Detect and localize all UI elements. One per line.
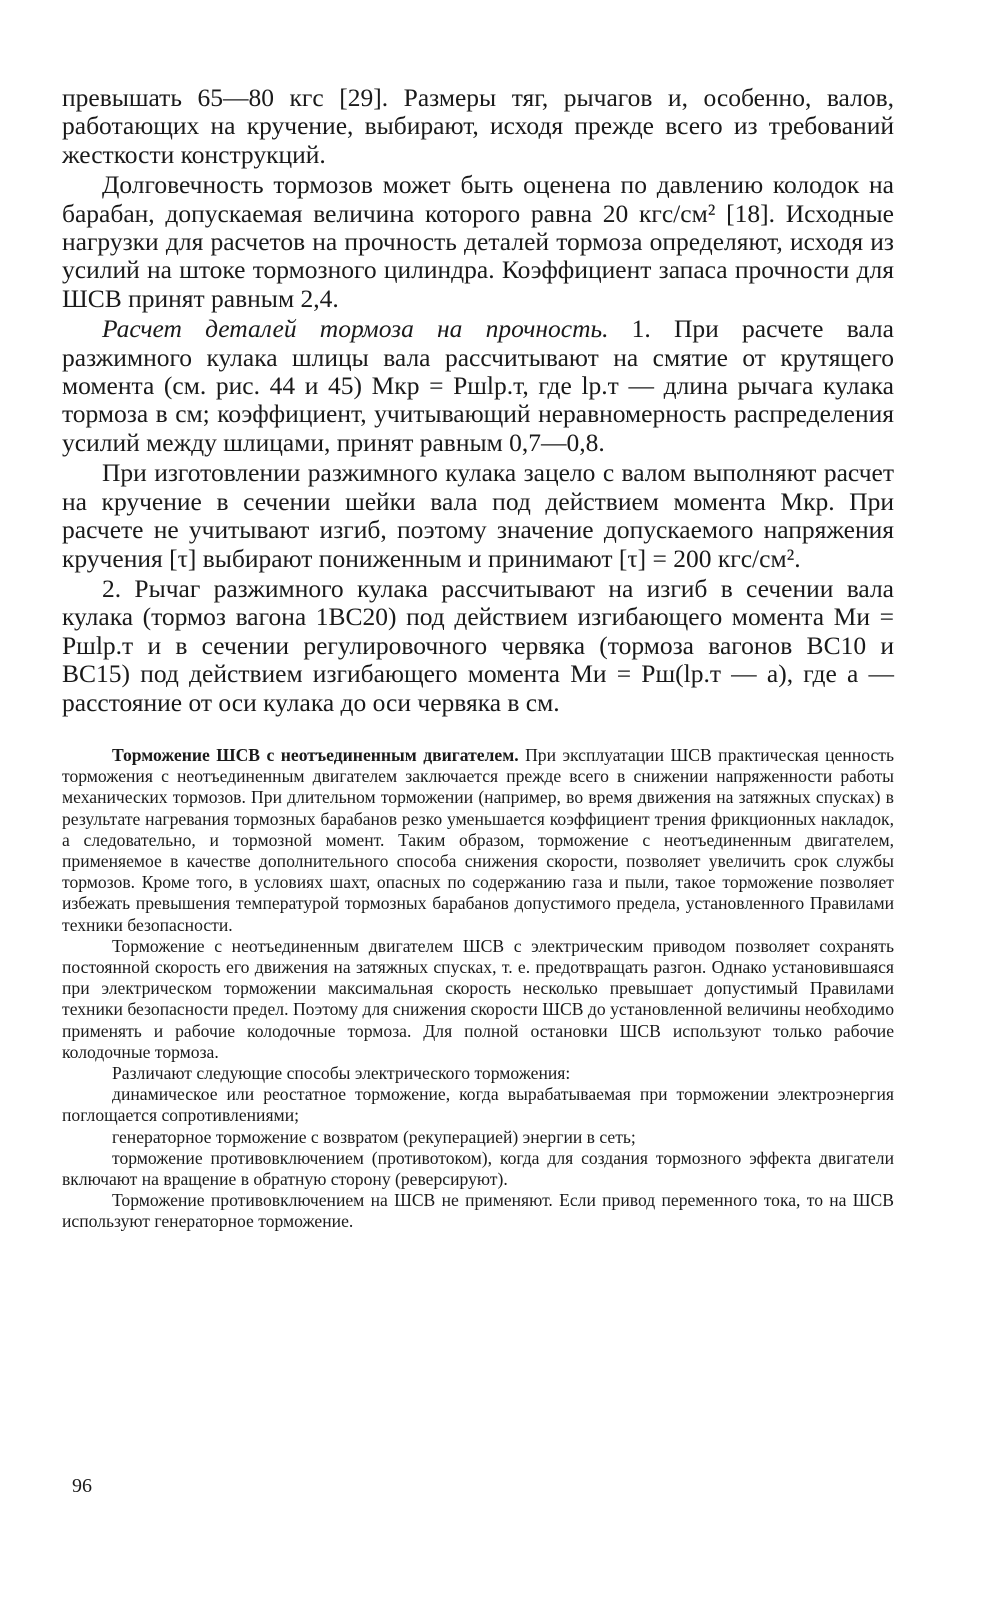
paragraph-plugging-braking: торможение противовключением (противотоком), когда для создания тормозного эффекта двигатели включают на вращение в обратную сторону (реверсируют). [62, 1147, 894, 1189]
paragraph-dynamic-braking: динамическое или реостатное торможение, когда вырабатываемая при торможении электроэнергия поглощается сопротивлениями; [62, 1084, 894, 1126]
paragraph-conclusion: Торможение противовключением на ШСВ не применяют. Если привод переменного тока, то на ШСВ используют генераторное торможение. [62, 1190, 894, 1232]
paragraph-torsion: При изготовлении разжимного кулака зацело с валом выполняют расчет на кручение в сечении шейки вала под действием момента Mкр. При расчете не учитывают изгиб, поэтому значение допускаемого напряжения кручения [τ] выбирают пониженным и принимают [τ] = 200 кгс/см². [62, 458, 894, 573]
strength-calc-heading: Расчет деталей тормоза на прочность. [102, 314, 609, 344]
braking-run-in-heading: Торможение ШСВ с неотъединенным двигателем. [112, 744, 519, 765]
braking-run-in-body: При эксплуатации ШСВ практическая ценность торможения с неотъединенным двигателем заключается прежде всего в снижении напряженности работы механических тормозов. При длительном торможении (например, во время движения на затяжных спусках) в результате нагревания тормозных барабанов резко уменьшается коэффициент трения фрикционных накладок, а следовательно, и тормозной момент. Таким образом, торможение с неотъединенным двигателем, применяемое в качестве дополнительного способа снижения скорости, позволяет увеличить срок службы тормозов. Кроме того, в условиях шахт, опасных по содержанию газа и пыли, такое торможение позволяет избежать превышения температурой тормозных барабанов допустимого предела, установленного Правилами техники безопасности. [62, 744, 894, 935]
paragraph-strength-calc [62, 315, 894, 457]
paragraph-durability: Долговечность тормозов может быть оценена по давлению колодок на барабан, допускаемая величина которого равна 20 кгс/см² [18]. Исходные нагрузки для расчетов на прочность деталей тормоза определяют, исходя из усилий на штоке тормозного цилиндра. Коэффициент запаса прочности для ШСВ принят равным 2,4. [62, 170, 894, 313]
paragraph-braking-heading [62, 745, 894, 936]
paragraph-regenerative-braking: генераторное торможение с возвратом (рекуперацией) энергии в сеть; [112, 1126, 636, 1147]
page-body [62, 84, 894, 1233]
strength-calc-body: 1. При расчете вала разжимного кулака шлицы вала рассчитывают на смятие от крутящего момента (см. рис. 44 и 45) Mкр = Pшlр.т, где lр.т — длина рычага кулака тормоза в см; коэффициент, учитывающий неравномерность распределения усилий между шлицами, принят равным 0,7—0,8. [62, 314, 894, 457]
paragraph-continuation: превышать 65—80 кгс [29]. Размеры тяг, рычагов и, особенно, валов, работающих на кручение, выбирают, исходя прежде всего из требований жесткости конструкций. [62, 83, 894, 169]
paragraph-lever-bending: 2. Рычаг разжимного кулака рассчитывают на изгиб в сечении вала кулака (тормоз вагона 1ВС20) под действием изгибающего момента Mи = Pшlр.т и в сечении регулировочного червяка (тормоза вагонов ВС10 и ВС15) под действием изгибающего момента Mи = Pш(lр.т — a), где a — расстояние от оси кулака до оси червяка в см. [62, 573, 894, 717]
page-number: 96 [72, 1475, 92, 1497]
section-spacer [62, 717, 894, 745]
paragraph-methods-intro: Различают следующие способы электрического торможения: [112, 1062, 571, 1083]
paragraph-electric-drive: Торможение с неотъединенным двигателем ШСВ с электрическим приводом позволяет сохранять постоянной скорость его движения на затяжных спусках, т. е. предотвращать разгон. Однако установившаяся при электрическом торможении максимальная скорость несколько превышает допустимый Правилами техники безопасности предел. Поэтому для снижения скорости ШСВ до установленной величины необходимо применять и рабочие колодочные тормоза. Для полной остановки ШСВ используют только рабочие колодочные тормоза. [62, 935, 894, 1062]
